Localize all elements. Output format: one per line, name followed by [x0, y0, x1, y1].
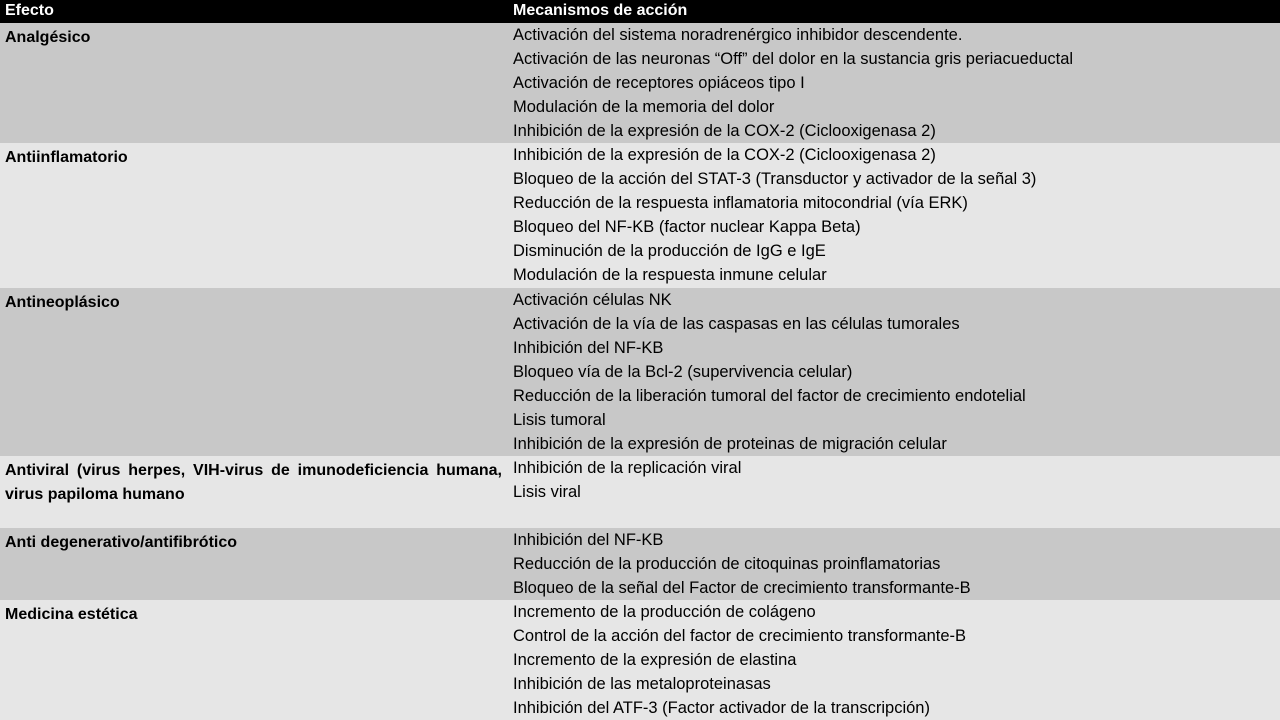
mechanism-item: Reducción de la producción de citoquinas proinflamatorias [513, 555, 941, 573]
mechanisms-cell [513, 143, 1036, 287]
mechanism-item: Control de la acción del factor de crecimiento transformante-B [513, 627, 967, 645]
mechanisms-cell [513, 288, 1026, 456]
mechanism-item: Bloqueo de la acción del STAT-3 (Transductor y activador de la señal 3) [513, 170, 1037, 188]
mechanism-item: Bloqueo del NF-KB (factor nuclear Kappa Beta) [513, 218, 861, 236]
mechanisms-cell [513, 528, 971, 600]
mechanism-item: Lisis tumoral [513, 411, 606, 429]
effect-cell: Antineoplásico [5, 294, 120, 311]
mechanisms-cell [513, 600, 966, 720]
mechanism-item: Reducción de la liberación tumoral del factor de crecimiento endotelial [513, 387, 1026, 405]
mechanism-item: Bloqueo de la señal del Factor de crecimiento transformante-B [513, 579, 971, 597]
mechanism-item: Activación células NK [513, 291, 672, 309]
mechanism-item: Incremento de la producción de colágeno [513, 603, 816, 621]
header-effect: Efecto [5, 2, 54, 19]
mechanism-item: Disminución de la producción de IgG e IgE [513, 242, 826, 260]
mechanism-item: Inhibición del NF-KB [513, 339, 664, 357]
effect-cell: Anti degenerativo/antifibrótico [5, 534, 238, 551]
mechanism-item: Inhibición de la expresión de la COX-2 (Ciclooxigenasa 2) [513, 122, 936, 140]
mechanisms-cell [513, 456, 741, 504]
mechanism-item: Inhibición de la expresión de la COX-2 (Ciclooxigenasa 2) [513, 146, 936, 164]
effect-cell: Analgésico [5, 29, 91, 46]
mechanism-item: Bloqueo vía de la Bcl-2 (supervivencia celular) [513, 363, 853, 381]
mechanism-item: Inhibición del NF-KB [513, 531, 664, 549]
table-row [0, 143, 1280, 288]
mechanism-item: Lisis viral [513, 483, 581, 501]
mechanisms-cell [513, 23, 1073, 143]
mechanism-item: Activación del sistema noradrenérgico inhibidor descendente. [513, 26, 963, 44]
mechanism-item: Inhibición de las metaloproteinasas [513, 675, 771, 693]
mechanism-item: Incremento de la expresión de elastina [513, 651, 797, 669]
mechanism-item: Activación de la vía de las caspasas en las células tumorales [513, 315, 960, 333]
table-row [0, 23, 1280, 143]
effect-cell: Antiinflamatorio [5, 149, 128, 166]
mechanism-item: Modulación de la respuesta inmune celular [513, 266, 827, 284]
mechanism-item: Inhibición del ATF-3 (Factor activador de la transcripción) [513, 699, 930, 717]
table-row [0, 456, 1280, 528]
table-header [0, 0, 1280, 23]
mechanism-item: Activación de las neuronas “Off” del dolor en la sustancia gris periacueductal [513, 50, 1074, 68]
header-mechanisms: Mecanismos de acción [513, 2, 688, 19]
mechanism-item: Inhibición de la expresión de proteinas de migración celular [513, 435, 947, 453]
table-row [0, 288, 1280, 456]
table-row [0, 528, 1280, 600]
effect-cell: Antiviral (virus herpes, VIH-virus de imunodeficiencia humana, virus papiloma humano [5, 462, 502, 503]
mechanism-item: Inhibición de la replicación viral [513, 459, 742, 477]
table-row [0, 600, 1280, 720]
mechanism-item: Reducción de la respuesta inflamatoria mitocondrial (vía ERK) [513, 194, 968, 212]
effect-cell: Medicina estética [5, 606, 138, 623]
mechanism-item: Activación de receptores opiáceos tipo I [513, 74, 805, 92]
mechanism-item: Modulación de la memoria del dolor [513, 98, 775, 116]
